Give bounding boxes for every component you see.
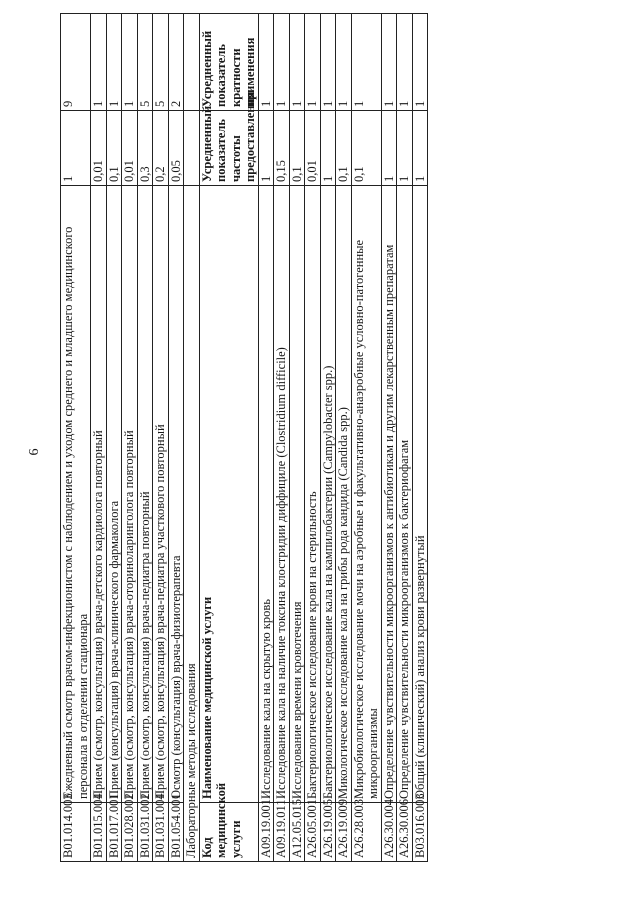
- table-row: [106, 14, 122, 862]
- service-code: B01.017.001: [106, 803, 122, 862]
- multiplicity-value: 1: [258, 14, 274, 111]
- multiplicity-value: 1: [397, 14, 413, 111]
- service-code: A26.30.006: [397, 803, 413, 862]
- multiplicity-value: 1: [91, 14, 107, 111]
- service-code: A26.19.005: [320, 803, 336, 862]
- service-code: B03.016.003: [412, 803, 428, 862]
- table-header-row: [199, 14, 258, 862]
- table-row: [305, 14, 321, 862]
- service-code: A26.19.009: [336, 803, 352, 862]
- service-code: A12.05.015: [289, 803, 305, 862]
- header-code: Код медицинской услуги: [199, 803, 258, 862]
- frequency-value: 1: [412, 111, 428, 186]
- table-row: [122, 14, 138, 862]
- service-name: Определение чувствительности микроорганизмов к бактериофагам: [397, 186, 413, 803]
- frequency-value: 1: [381, 111, 397, 186]
- frequency-value: 0,1: [351, 111, 381, 186]
- service-code: B01.054.001: [168, 803, 184, 862]
- service-name: Исследование кала на наличие токсина клостридии диффициле (Clostridium difficile): [274, 186, 290, 803]
- service-code: B01.014.003: [61, 803, 91, 862]
- frequency-value: 1: [258, 111, 274, 186]
- service-name: Прием (осмотр, консультация) врача-педиатра участкового повторный: [153, 186, 169, 803]
- multiplicity-value: 1: [106, 14, 122, 111]
- multiplicity-value: 1: [412, 14, 428, 111]
- multiplicity-value: 2: [168, 14, 184, 111]
- service-code: B01.015.004: [91, 803, 107, 862]
- section-empty-cell: [184, 14, 200, 111]
- multiplicity-value: 1: [274, 14, 290, 111]
- header-name: Наименование медицинской услуги: [199, 186, 258, 803]
- multiplicity-value: 5: [153, 14, 169, 111]
- table-row: [137, 14, 153, 862]
- service-name: Бактериологическое исследование крови на стерильность: [305, 186, 321, 803]
- service-name: Микологическое исследование кала на грибы рода кандида (Candida spp.): [336, 186, 352, 803]
- frequency-value: 1: [61, 111, 91, 186]
- frequency-value: 1: [320, 111, 336, 186]
- frequency-value: 0,01: [122, 111, 138, 186]
- section-row: [184, 14, 200, 862]
- table-row: [320, 14, 336, 862]
- frequency-value: 0,01: [305, 111, 321, 186]
- table-row: [168, 14, 184, 862]
- multiplicity-value: 1: [320, 14, 336, 111]
- table-row: [351, 14, 381, 862]
- service-code: A09.19.011: [274, 803, 290, 862]
- service-name: Бактериологическое исследование кала на кампилобактерии (Campylobacter spp.): [320, 186, 336, 803]
- table-row: [397, 14, 413, 862]
- table-row: [381, 14, 397, 862]
- frequency-value: 1: [397, 111, 413, 186]
- multiplicity-value: 1: [336, 14, 352, 111]
- header-frequency: Усредненный показатель частоты предоставления: [199, 111, 258, 186]
- table-row: [274, 14, 290, 862]
- frequency-value: 0,1: [106, 111, 122, 186]
- page-number: 6: [27, 448, 42, 456]
- services-table: [60, 13, 428, 862]
- service-name: Прием (осмотр, консультация) врача-детского кардиолога повторный: [91, 186, 107, 803]
- multiplicity-value: 1: [289, 14, 305, 111]
- service-name: Исследование времени кровотечения: [289, 186, 305, 803]
- service-code: B01.031.002: [137, 803, 153, 862]
- table-row: [289, 14, 305, 862]
- service-code: A09.19.001: [258, 803, 274, 862]
- frequency-value: 0,3: [137, 111, 153, 186]
- header-multiplicity: Усредненный показатель кратности применения: [199, 14, 258, 111]
- service-name: Ежедневный осмотр врачом-инфекционистом с наблюдением и уходом среднего и младшего медицинского персонала в отделении стационара: [61, 186, 91, 803]
- service-code: A26.28.003: [351, 803, 381, 862]
- service-code: A26.30.004: [381, 803, 397, 862]
- section-title: Лабораторные методы исследования: [184, 186, 200, 862]
- table-row: [91, 14, 107, 862]
- document-page: [60, 30, 580, 862]
- service-name: Определение чувствительности микроорганизмов к антибиотикам и другим лекарственным препаратам: [381, 186, 397, 803]
- table-row: [258, 14, 274, 862]
- service-name: Общий (клинический) анализ крови развернутый: [412, 186, 428, 803]
- multiplicity-value: 1: [305, 14, 321, 111]
- service-name: Исследование кала на скрытую кровь: [258, 186, 274, 803]
- multiplicity-value: 5: [137, 14, 153, 111]
- frequency-value: 0,2: [153, 111, 169, 186]
- frequency-value: 0,01: [91, 111, 107, 186]
- multiplicity-value: 9: [61, 14, 91, 111]
- multiplicity-value: 1: [351, 14, 381, 111]
- table-row: [153, 14, 169, 862]
- service-code: A26.05.001: [305, 803, 321, 862]
- frequency-value: 0,1: [336, 111, 352, 186]
- frequency-value: 0,15: [274, 111, 290, 186]
- service-name: Прием (консультация) врача-клинического фармаколога: [106, 186, 122, 803]
- multiplicity-value: 1: [381, 14, 397, 111]
- service-name: Прием (осмотр, консультация) врача-оториноларинголога повторный: [122, 186, 138, 803]
- service-code: B01.031.004: [153, 803, 169, 862]
- service-code: B01.028.002: [122, 803, 138, 862]
- table-row: [336, 14, 352, 862]
- service-name: Осмотр (консультация) врача-физиотерапевта: [168, 186, 184, 803]
- multiplicity-value: 1: [122, 14, 138, 111]
- service-name: Микробиологическое исследование мочи на аэробные и факультативно-анаэробные условно-патогенные микроорганизмы: [351, 186, 381, 803]
- frequency-value: 0,1: [289, 111, 305, 186]
- table-row: [412, 14, 428, 862]
- frequency-value: 0,05: [168, 111, 184, 186]
- table-row: [61, 14, 91, 862]
- service-name: Прием (осмотр, консультация) врача-педиатра повторный: [137, 186, 153, 803]
- section-empty-cell: [184, 111, 200, 186]
